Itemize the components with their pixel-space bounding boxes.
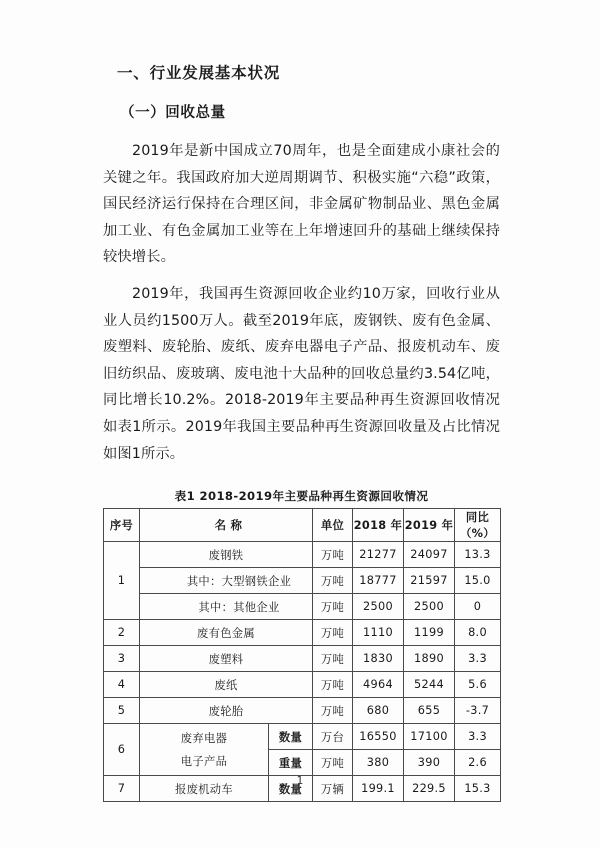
cell-yoy: 13.3 — [455, 542, 501, 568]
cell-2019: 21597 — [404, 568, 455, 594]
paragraph-2: 2019年，我国再生资源回收企业约10万家，回收行业从业人员约1500万人。截至2019年底，废钢铁、废有色金属、废塑料、废轮胎、废纸、废弃电器电子产品、报废机动车、废旧纺织品、废玻璃、废电池十大品种的回收总量约3.54亿吨，同比增长10.2%。2018-2019年主要品种再生资源回收情况如表1所示。2019年我国主要品种再生资源回收量及占比情况如图1所示。 — [103, 285, 500, 462]
cell-name-sub: 数量 — [269, 724, 313, 750]
table-row — [104, 646, 501, 672]
table-row — [104, 542, 501, 568]
cell-unit: 万吨 — [313, 646, 353, 672]
cell-2018: 2500 — [353, 594, 404, 620]
cell-yoy: 15.3 — [455, 776, 501, 802]
cell-name: 废有色金属 — [140, 620, 313, 646]
cell-name: 废塑料 — [140, 646, 313, 672]
table-row — [104, 724, 501, 750]
cell-yoy: -3.7 — [455, 698, 501, 724]
recycling-data-table — [103, 508, 501, 802]
cell-no: 5 — [104, 698, 140, 724]
cell-name-line-1: 废弃电器 — [180, 731, 228, 745]
table-body — [104, 542, 501, 802]
cell-yoy: 15.0 — [455, 568, 501, 594]
cell-2018: 21277 — [353, 542, 404, 568]
table-row — [104, 672, 501, 698]
table-row — [104, 698, 501, 724]
cell-name: 废轮胎 — [140, 698, 313, 724]
column-header-yoy: 同比（%） — [455, 509, 501, 542]
cell-2019: 17100 — [404, 724, 455, 750]
cell-no: 6 — [104, 724, 140, 776]
cell-unit: 万吨 — [313, 542, 353, 568]
cell-2018: 16550 — [353, 724, 404, 750]
cell-yoy: 8.0 — [455, 620, 501, 646]
cell-2018: 18777 — [353, 568, 404, 594]
cell-2019: 229.5 — [404, 776, 455, 802]
cell-name: 报废机动车 — [140, 776, 269, 802]
cell-unit: 万吨 — [313, 620, 353, 646]
cell-name: 其中：大型钢铁企业 — [140, 568, 313, 594]
document-content — [103, 62, 500, 802]
table-header-row — [104, 509, 501, 542]
paragraph-1: 2019年是新中国成立70周年，也是全面建成小康社会的关键之年。我国政府加大逆周期调节、积极实施“六稳”政策，国民经济运行保持在合理区间，非金属矿物制品业、黑色金属加工业、有色金属加工业等在上年增速回升的基础上继续保持较快增长。 — [103, 143, 500, 266]
cell-2018: 1830 — [353, 646, 404, 672]
cell-unit: 万吨 — [313, 568, 353, 594]
cell-2019: 390 — [404, 750, 455, 776]
cell-2019: 2500 — [404, 594, 455, 620]
column-header-unit: 单位 — [313, 509, 353, 542]
cell-name-sub: 数量 — [269, 776, 313, 802]
cell-yoy: 2.6 — [455, 750, 501, 776]
cell-2018: 199.1 — [353, 776, 404, 802]
column-header-2019: 2019 年 — [404, 509, 455, 542]
cell-yoy: 3.3 — [455, 724, 501, 750]
table-caption: 表1 2018-2019年主要品种再生资源回收情况 — [174, 489, 429, 504]
cell-no: 2 — [104, 620, 140, 646]
cell-name: 废钢铁 — [140, 542, 313, 568]
cell-name-line-2: 电子产品 — [180, 754, 228, 768]
cell-unit: 万吨 — [313, 750, 353, 776]
cell-2019: 655 — [404, 698, 455, 724]
cell-no: 7 — [104, 776, 140, 802]
cell-2018: 4964 — [353, 672, 404, 698]
cell-no: 4 — [104, 672, 140, 698]
cell-unit: 万台 — [313, 724, 353, 750]
table-row — [104, 568, 501, 594]
cell-2019: 1890 — [404, 646, 455, 672]
column-header-2018: 2018 年 — [353, 509, 404, 542]
column-header-name: 名 称 — [140, 509, 313, 542]
cell-2019: 1199 — [404, 620, 455, 646]
page-number: 1 — [296, 775, 304, 787]
cell-2019: 5244 — [404, 672, 455, 698]
cell-2019: 24097 — [404, 542, 455, 568]
table-header — [104, 509, 501, 542]
cell-unit: 万辆 — [313, 776, 353, 802]
cell-name-sub: 重量 — [269, 750, 313, 776]
cell-2018: 380 — [353, 750, 404, 776]
table-row — [104, 594, 501, 620]
column-header-no: 序号 — [104, 509, 140, 542]
cell-unit: 万吨 — [313, 698, 353, 724]
cell-name-merged — [140, 724, 269, 776]
cell-unit: 万吨 — [313, 672, 353, 698]
cell-2018: 1110 — [353, 620, 404, 646]
cell-yoy: 0 — [455, 594, 501, 620]
cell-2018: 680 — [353, 698, 404, 724]
cell-name: 其中：其他企业 — [140, 594, 313, 620]
page-title: 一、行业发展基本状况 — [117, 64, 281, 82]
cell-yoy: 5.6 — [455, 672, 501, 698]
table-row — [104, 620, 501, 646]
cell-yoy: 3.3 — [455, 646, 501, 672]
section-subtitle: （一）回收总量 — [120, 105, 226, 122]
cell-unit: 万吨 — [313, 594, 353, 620]
cell-name: 废纸 — [140, 672, 313, 698]
cell-no: 1 — [104, 542, 140, 620]
cell-no: 3 — [104, 646, 140, 672]
